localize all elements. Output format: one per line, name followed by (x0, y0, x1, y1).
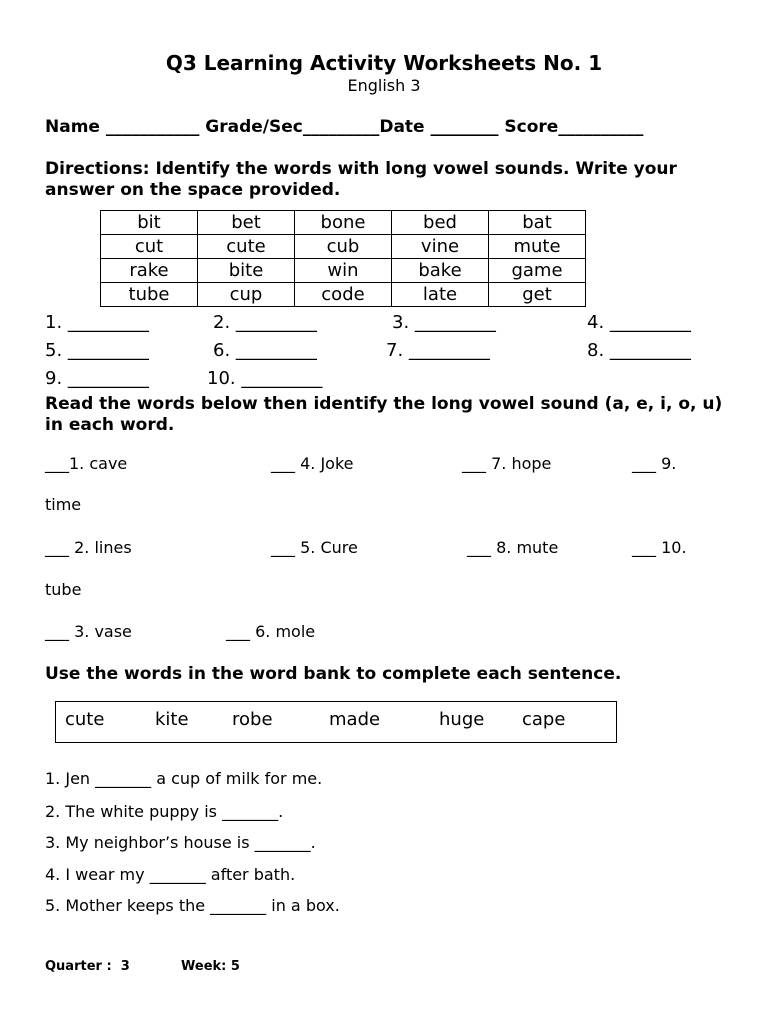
answer-blank[interactable]: 1. _________ (45, 312, 149, 333)
vowel-item-word: time (45, 495, 82, 514)
vowel-item[interactable]: ___1. cave (45, 454, 128, 473)
table-cell: code (295, 283, 392, 307)
vowel-item[interactable]: ___ 5. Cure (271, 538, 358, 557)
table-cell: cup (198, 283, 295, 307)
table-cell: bat (489, 211, 586, 235)
worksheet-subtitle: English 3 (347, 76, 421, 95)
table-cell: tube (101, 283, 198, 307)
sentence-item[interactable]: 3. My neighbor’s house is _______. (45, 833, 316, 852)
word-table (100, 210, 586, 307)
part1-directions: Directions: Identify the words with long vowel sounds. Write your answer on the space provided. (45, 159, 677, 200)
sentence-item[interactable]: 2. The white puppy is _______. (45, 802, 284, 821)
answer-blank[interactable]: 2. _________ (213, 312, 317, 333)
table-cell: bet (198, 211, 295, 235)
word-bank-word: kite (155, 709, 189, 730)
vowel-item-word: tube (45, 580, 82, 599)
vowel-item[interactable]: ___ 4. Joke (271, 454, 354, 473)
table-row (101, 283, 586, 307)
answer-blank[interactable]: 7. _________ (386, 340, 490, 361)
vowel-item[interactable]: ___ 8. mute (467, 538, 559, 557)
table-cell: bake (392, 259, 489, 283)
table-cell: cub (295, 235, 392, 259)
table-cell: game (489, 259, 586, 283)
vowel-item[interactable]: ___ 9. (632, 454, 677, 473)
table-cell: rake (101, 259, 198, 283)
table-cell: bite (198, 259, 295, 283)
vowel-item[interactable]: ___ 7. hope (462, 454, 552, 473)
part2-directions: Read the words below then identify the long vowel sound (a, e, i, o, u) in each word. (45, 394, 723, 435)
part3-directions: Use the words in the word bank to complete each sentence. (45, 664, 622, 684)
vowel-item[interactable]: ___ 6. mole (226, 622, 316, 641)
answer-blank[interactable]: 6. _________ (213, 340, 317, 361)
worksheet-title: Q3 Learning Activity Worksheets No. 1 (165, 51, 603, 75)
vowel-item[interactable]: ___ 2. lines (45, 538, 132, 557)
word-bank (55, 701, 617, 743)
word-bank-word: made (329, 709, 381, 730)
table-cell: win (295, 259, 392, 283)
vowel-item[interactable]: ___ 10. (632, 538, 687, 557)
table-cell: cut (101, 235, 198, 259)
sentence-item[interactable]: 4. I wear my _______ after bath. (45, 865, 296, 884)
word-bank-word: cute (65, 709, 105, 730)
word-bank-word: robe (232, 709, 273, 730)
student-info-line: Name ___________ Grade/Sec_________Date ________ Score__________ (45, 117, 644, 137)
footer-quarter: Quarter : 3 (45, 959, 130, 974)
sentence-item[interactable]: 5. Mother keeps the _______ in a box. (45, 896, 340, 915)
table-cell: bone (295, 211, 392, 235)
answer-blank[interactable]: 3. _________ (392, 312, 496, 333)
table-cell: vine (392, 235, 489, 259)
word-bank-word: cape (522, 709, 566, 730)
answer-blank[interactable]: 5. _________ (45, 340, 149, 361)
answer-blank[interactable]: 8. _________ (587, 340, 691, 361)
answer-blank[interactable]: 4. _________ (587, 312, 691, 333)
table-cell: bed (392, 211, 489, 235)
word-bank-word: huge (439, 709, 485, 730)
table-cell: cute (198, 235, 295, 259)
table-cell: mute (489, 235, 586, 259)
table-cell: bit (101, 211, 198, 235)
table-cell: get (489, 283, 586, 307)
footer-week: Week: 5 (181, 959, 240, 974)
table-row (101, 235, 586, 259)
answer-blank[interactable]: 9. _________ (45, 368, 149, 389)
table-row (101, 211, 586, 235)
answer-blank[interactable]: 10. _________ (207, 368, 323, 389)
vowel-item[interactable]: ___ 3. vase (45, 622, 132, 641)
table-row (101, 259, 586, 283)
sentence-item[interactable]: 1. Jen _______ a cup of milk for me. (45, 769, 323, 788)
table-cell: late (392, 283, 489, 307)
